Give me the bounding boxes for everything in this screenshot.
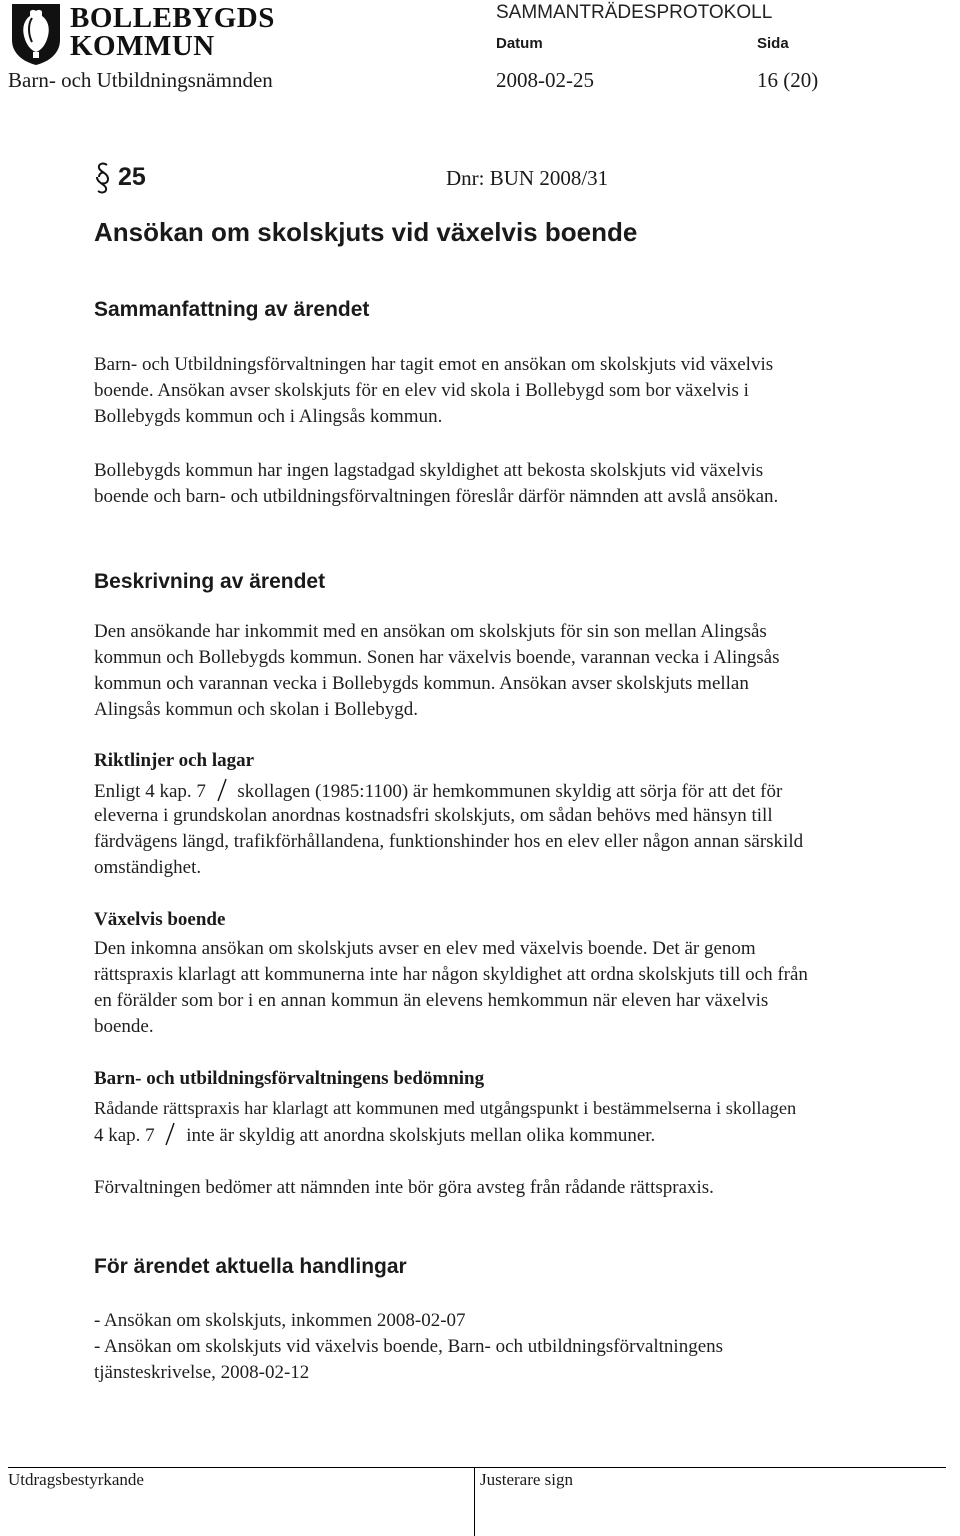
guidelines-first-line — [94, 777, 782, 805]
footer-column-divider — [474, 1467, 475, 1536]
date-label: Datum — [496, 35, 543, 52]
document-type: SAMMANTRÄDESPROTOKOLL — [496, 2, 773, 23]
committee-name: Barn- och Utbildningsnämnden — [8, 68, 273, 92]
documents-list-item: - Ansökan om skolskjuts vid växelvis boende, Barn- och utbildningsförvaltningens — [94, 1336, 724, 1357]
page-number: 16 (20) — [757, 68, 819, 92]
description-line: Den ansökande har inkommit med en ansökan om skolskjuts för sin son mellan Alingsås — [94, 621, 767, 642]
description-heading: Beskrivning av ärendet — [94, 570, 326, 593]
guidelines-line: färdvägens längd, trafikförhållandena, funktionshinder hos en elev eller någon annan särskild — [94, 831, 804, 852]
assessment-line: Rådande rättspraxis har klarlagt att kommunen med utgångspunkt i bestämmelserna i skollagen — [94, 1098, 797, 1118]
footer-adjuster-signature-label: Justerare sign — [480, 1470, 574, 1489]
guidelines-line: eleverna i grundskolan anordnas kostnadsfri skolskjuts, om sådan behövs med hänsyn till — [94, 805, 773, 826]
footer-certification-label: Utdragsbestyrkande — [8, 1470, 144, 1489]
summary-p2-line: Bollebygds kommun har ingen lagstadgad skyldighet att bekosta skolskjuts vid växelvis — [94, 460, 764, 481]
assessment-second-line-end: inte är skyldig att anordna skolskjuts mellan olika kommuner. — [186, 1125, 656, 1146]
alternating-line: en förälder som bor i en annan kommun än elevens hemkommun när eleven har växelvis — [94, 990, 769, 1011]
section-sign-icon — [215, 777, 229, 803]
description-line: kommun och Bollebygds kommun. Sonen har växelvis boende, varannan vecka i Alingsås — [94, 647, 780, 668]
summary-p1-line: Bollebygds kommun och i Alingsås kommun. — [94, 406, 443, 427]
description-line: Alingsås kommun och skolan i Bollebygd. — [94, 699, 419, 720]
summary-heading: Sammanfattning av ärendet — [94, 298, 370, 321]
page-title: Ansökan om skolskjuts vid växelvis boende — [94, 217, 638, 247]
assessment-heading: Barn- och utbildningsförvaltningens bedömning — [94, 1068, 485, 1089]
alternating-line: Den inkomna ansökan om skolskjuts avser en elev med växelvis boende. Det är genom — [94, 938, 756, 959]
section-sign-icon — [163, 1121, 177, 1147]
assessment-second-line-start: 4 kap. 7 — [94, 1125, 155, 1146]
alternating-line: boende. — [94, 1016, 154, 1037]
guidelines-heading: Riktlinjer och lagar — [94, 750, 255, 771]
documents-list-item: tjänsteskrivelse, 2008-02-12 — [94, 1362, 310, 1383]
summary-p1-line: Barn- och Utbildningsförvaltningen har tagit emot en ansökan om skolskjuts vid växelvis — [94, 354, 774, 375]
description-line: kommun och varannan vecka i Bollebygds kommun. Ansökan avser skolskjuts mellan — [94, 673, 749, 694]
alternating-line: rättspraxis klarlagt att kommunerna inte har någon skyldighet att ordna skolskjuts till och från — [94, 964, 808, 985]
assessment-conclusion: Förvaltningen bedömer att nämnden inte bör göra avsteg från rådande rättspraxis. — [94, 1177, 714, 1198]
logo-text-line1: BOLLEBYGDS — [70, 2, 275, 34]
alternating-heading: Växelvis boende — [94, 909, 226, 930]
documents-heading: För ärendet aktuella handlingar — [94, 1255, 407, 1278]
guidelines-first-line-start: Enligt 4 kap. 7 — [94, 781, 206, 802]
section-sign-icon — [94, 161, 112, 195]
assessment-second-line — [94, 1121, 655, 1149]
municipality-crest-icon — [8, 2, 64, 66]
page-label: Sida — [757, 35, 789, 52]
summary-p1-line: boende. Ansökan avser skolskjuts för en elev vid skola i Bollebygd som bor växelvis i — [94, 380, 749, 401]
guidelines-line: omständighet. — [94, 857, 202, 878]
meeting-date: 2008-02-25 — [496, 68, 594, 92]
summary-p2-line: boende och barn- och utbildningsförvaltningen föreslår därför nämnden att avslå ansökan. — [94, 486, 779, 507]
diary-number: Dnr: BUN 2008/31 — [446, 166, 609, 190]
footer-divider — [8, 1467, 946, 1468]
documents-list-item: - Ansökan om skolskjuts, inkommen 2008-02-07 — [94, 1310, 466, 1331]
section-number: 25 — [118, 163, 146, 191]
logo-text-line2: KOMMUN — [70, 30, 215, 62]
guidelines-first-line-end: skollagen (1985:1100) är hemkommunen skyldig att sörja för att det för — [237, 781, 783, 802]
